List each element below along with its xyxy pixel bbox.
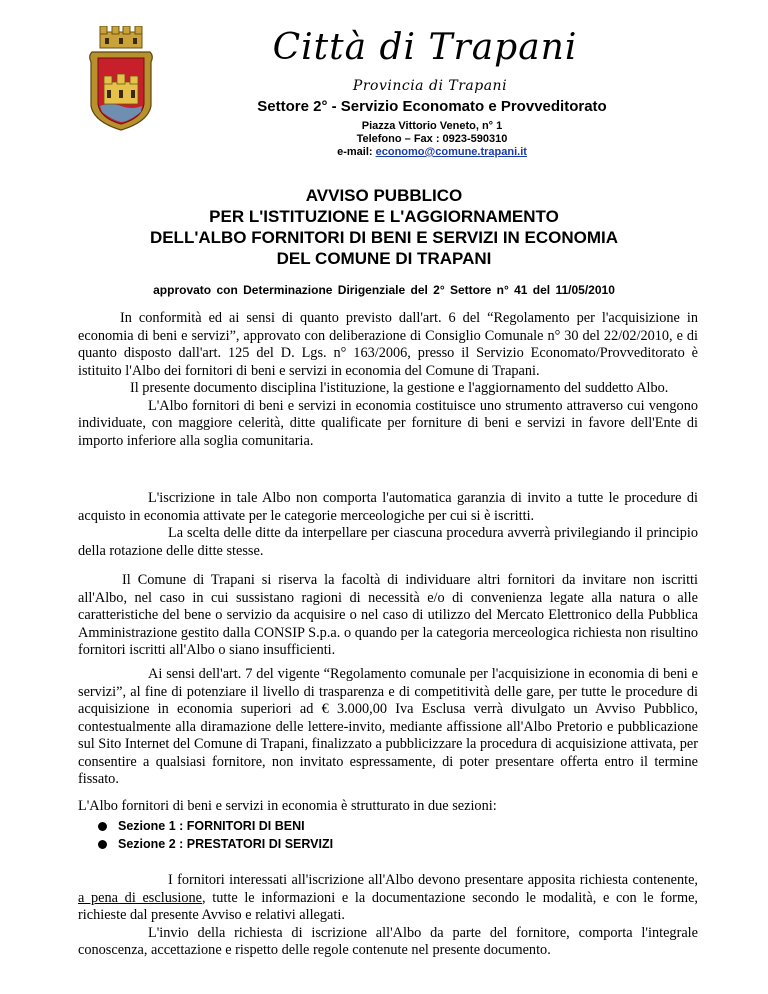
paragraph: L'Albo fornitori di beni e servizi in economia è strutturato in due sezioni:: [78, 798, 497, 814]
bullet-icon: [98, 840, 107, 849]
section-label: Sezione 2 : PRESTATORI DI SERVIZI: [118, 837, 334, 851]
department-name: Settore 2° - Servizio Economato e Provveditorato: [257, 98, 607, 115]
paragraph: L'iscrizione in tale Albo non comporta l'automatica garanzia di invito a tutte le procedure di acquisto in economia attivate per le categorie merceologiche per cui si è iscritti.: [78, 490, 698, 524]
paragraph-block-2: [78, 490, 698, 560]
list-item: [98, 817, 498, 835]
approval-note: approvato con Determinazione Dirigenziale del 2° Settore n° 41 del 11/05/2010: [153, 283, 615, 297]
document-title-line: AVVISO PUBBLICO: [305, 186, 463, 205]
list-item: [98, 835, 498, 853]
paragraph: La scelta delle ditte da interpellare per ciascuna procedura avverrà privilegiando il principio della rotazione delle ditte stesse.: [78, 525, 698, 559]
paragraph-text: , tutte le informazioni e la documentazione secondo le modalità, e con le forme, richieste dal presente Avviso e relativi allegati.: [78, 889, 698, 923]
paragraph: Il presente documento disciplina l'istituzione, la gestione e l'aggiornamento del suddetto Albo.: [130, 380, 669, 396]
paragraph-block-5: [78, 798, 698, 816]
email-line: [300, 146, 564, 159]
paragraph-block-1: [78, 310, 698, 450]
paragraph-block-3: [78, 572, 698, 660]
paragraph: In conformità ed ai sensi di quanto previsto dall'art. 6 del “Regolamento per l'acquisizione in economia di beni e servizi”, approvato con deliberazione di Consiglio Comunale n° 30 del 22/02/2010, e di quanto disposto dall'art. 125 del D. Lgs. n° 163/2006, presso il Servizio Economato/Provveditorato è istituito l'Albo dei fornitori di beni e servizi in economia del Comune di Trapani.: [78, 310, 698, 379]
email-link[interactable]: economo@comune.trapani.it: [375, 146, 527, 158]
document-title-line: DELL'ALBO FORNITORI DI BENI E SERVIZI IN ECONOMIA: [149, 228, 619, 247]
paragraph: L'Albo fornitori di beni e servizi in economia costituisce uno strumento attraverso cui vengono individuate, con maggiore celerità, ditte qualificate per forniture di beni e servizi in favore dell'Ente di importo inferiore alla soglia comunitaria.: [78, 397, 698, 449]
address-line: Piazza Vittorio Veneto, n° 1: [361, 120, 503, 132]
document-title-line: DEL COMUNE DI TRAPANI: [276, 249, 492, 268]
paragraph: Ai sensi dell'art. 7 del vigente “Regolamento comunale per l'acquisizione in economia di beni e servizi”, al fine di potenziare il livello di trasparenza e di competitività delle gare, per tutte le procedure di acquisizione in economia superiori ad € 3.000,00 Iva Esclusa verrà divulgato un Avviso Pubblico, contestualmente alla diramazione delle lettere-invito, mediante affissione all'Albo Pretorio e pubblicazione sul Sito Internet del Comune di Trapani, finalizzato a pubblicizzare la procedura di acquisizione attivata, per consentire a qualsiasi fornitore, non invitato espressamente, di poter presentare offerta entro il termine fissato.: [78, 666, 698, 787]
paragraph-text: I fornitori interessati all'iscrizione all'Albo devono presentare apposita richiesta contenente,: [168, 872, 698, 888]
email-label: e-mail:: [337, 146, 373, 158]
sections-list: [98, 817, 498, 853]
paragraph: L'invio della richiesta di iscrizione all'Albo da parte del fornitore, comporta l'integrale conoscenza, accettazione e rispetto delle regole contenute nel presente documento.: [78, 924, 698, 958]
document-title-line: PER L'ISTITUZIONE E L'AGGIORNAMENTO: [209, 207, 559, 226]
section-label: Sezione 1 : FORNITORI DI BENI: [118, 819, 305, 833]
city-title: Città di Trapani: [272, 27, 578, 68]
paragraph: Il Comune di Trapani si riserva la facoltà di individuare altri fornitori da invitare non iscritti all'Albo, nel caso in cui sussistano ragioni di necessità e/o di convenienza legate alla natura o alle caratteristiche del bene o servizio da acquisire o nel caso di utilizzo del Mercato Elettronico della Pubblica Amministrazione gestito dalla CONSIP S.p.a. o quando per la categoria merceologica richiesta non risultino fornitori iscritti all'Albo o siano insufficienti.: [78, 572, 698, 658]
coat-of-arms-icon: [88, 26, 154, 132]
province-subtitle: Provincia di Trapani: [352, 78, 508, 94]
underlined-text: a pena di esclusione: [78, 889, 203, 906]
paragraph: [78, 872, 698, 925]
bullet-icon: [98, 822, 107, 831]
phone-line: Telefono – Fax : 0923-590310: [356, 133, 508, 145]
paragraph-block-4: [78, 666, 698, 789]
paragraph-block-6: [78, 872, 698, 960]
